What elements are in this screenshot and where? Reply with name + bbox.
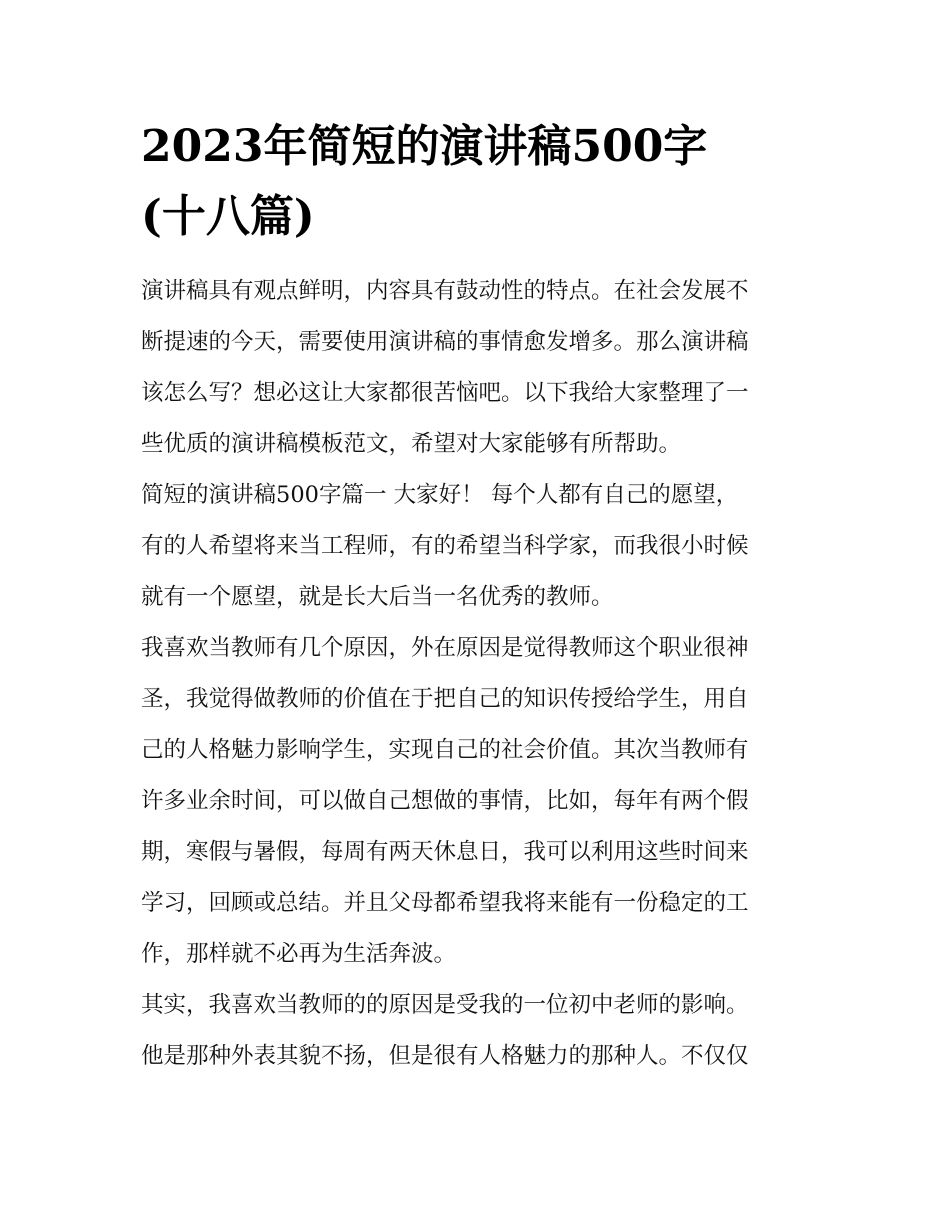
paragraph-reasons xyxy=(141,623,813,980)
text-line: 学习，回顾或总结。并且父母都希望我将来能有一份稳定的工 xyxy=(141,890,749,916)
text-line: 期，寒假与暑假，每周有两天休息日，我可以利用这些时间来 xyxy=(141,839,749,865)
document-content xyxy=(141,112,813,1082)
text-line: 就有一个愿望，就是长大后当一名优秀的教师。 xyxy=(141,584,614,610)
document-body xyxy=(141,266,813,1082)
paragraph-influence xyxy=(141,980,813,1082)
text-line: 圣，我觉得做教师的价值在于把自己的知识传授给学生，用自 xyxy=(141,686,749,712)
text-line: 我喜欢当教师有几个原因，外在原因是觉得教师这个职业很神 xyxy=(141,635,749,661)
text-line: 断提速的今天，需要使用演讲稿的事情愈发增多。那么演讲稿 xyxy=(141,329,749,355)
title-line: 2023年简短的演讲稿500字 xyxy=(141,121,708,172)
paragraph-speech-one xyxy=(141,470,813,623)
text-line: 作，那样就不必再为生活奔波。 xyxy=(141,941,457,967)
text-line: 许多业余时间，可以做自己想做的事情，比如，每年有两个假 xyxy=(141,788,749,814)
text-line: 演讲稿具有观点鲜明，内容具有鼓动性的特点。在社会发展不 xyxy=(141,278,749,304)
text-line: 些优质的演讲稿模板范文，希望对大家能够有所帮助。 xyxy=(141,431,682,457)
text-line: 简短的演讲稿500字篇一 大家好！ 每个人都有自己的愿望， xyxy=(141,482,739,508)
document-title xyxy=(141,112,813,252)
text-line: 己的人格魅力影响学生，实现自己的社会价值。其次当教师有 xyxy=(141,737,749,763)
paragraph-intro xyxy=(141,266,813,470)
title-line: (十八篇) xyxy=(141,191,315,242)
text-line: 其实，我喜欢当教师的的原因是受我的一位初中老师的影响。 xyxy=(141,992,749,1018)
text-line: 他是那种外表其貌不扬，但是很有人格魅力的那种人。不仅仅 xyxy=(141,1043,749,1069)
text-line: 有的人希望将来当工程师，有的希望当科学家，而我很小时候 xyxy=(141,533,749,559)
text-line: 该怎么写？想必这让大家都很苦恼吧。以下我给大家整理了一 xyxy=(141,380,749,406)
